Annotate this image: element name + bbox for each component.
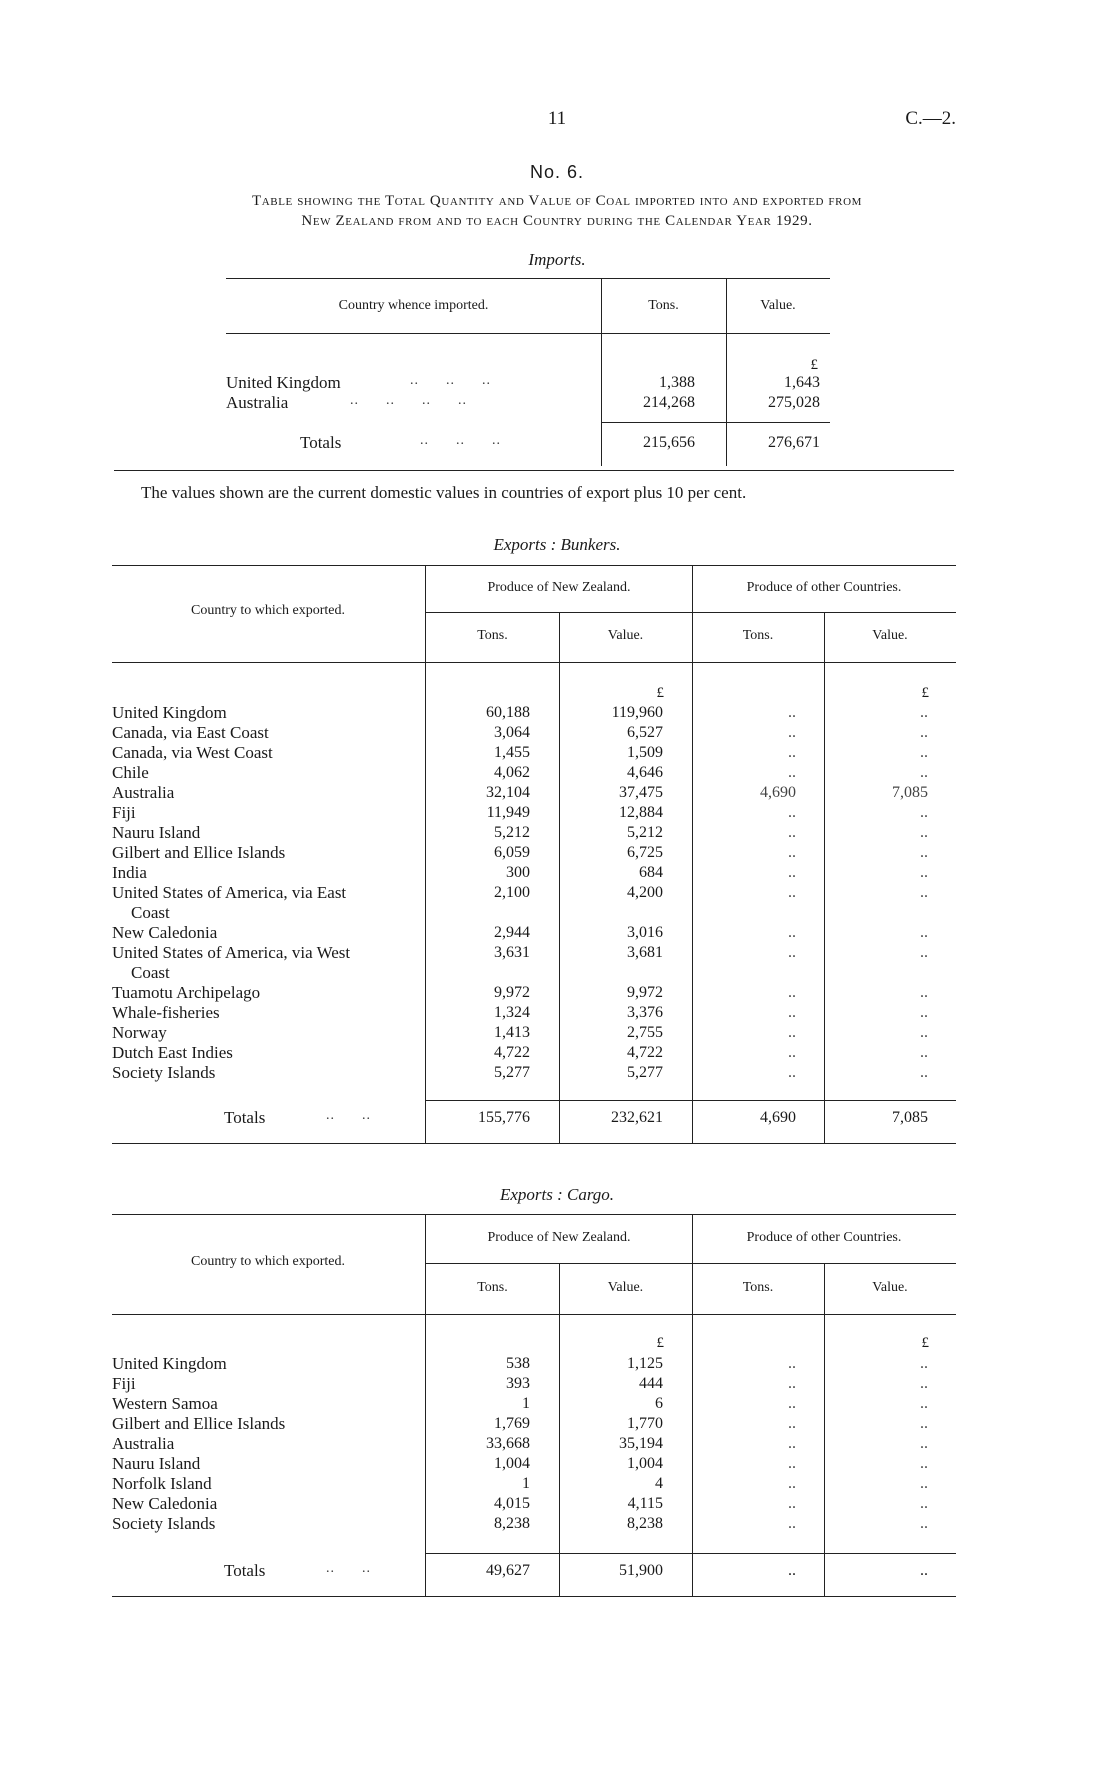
bunkers-row-other-tons: .. — [788, 744, 796, 761]
bunkers-currency-nz: £ — [656, 685, 664, 701]
bunkers-total-nz-tons: 155,776 — [478, 1109, 530, 1126]
cargo-col-nz-value: Value. — [607, 1280, 644, 1295]
cargo-row-nz-tons: 538 — [506, 1355, 530, 1372]
bunkers-row-country: Coast — [131, 903, 170, 922]
imports-currency: £ — [810, 357, 818, 373]
bunkers-row-nz-value: 4,722 — [627, 1044, 663, 1061]
imports-row-country: United Kingdom — [226, 373, 341, 392]
bunkers-row-nz-value: 4,200 — [627, 884, 663, 901]
cargo-row-country: United Kingdom — [112, 1354, 227, 1373]
bunkers-row-other-value: .. — [920, 944, 928, 961]
bunkers-row-other-value: .. — [920, 1044, 928, 1061]
cargo-totals-label: Totals — [224, 1561, 266, 1580]
bunkers-row-other-value: .. — [920, 864, 928, 881]
bunkers-row-nz-value: 6,527 — [627, 724, 663, 741]
cargo-group-other: Produce of other Countries. — [746, 1230, 902, 1245]
bunkers-row-other-value: .. — [920, 1004, 928, 1021]
bunkers-row-other-tons: .. — [788, 984, 796, 1001]
cargo-row-other-tons: .. — [788, 1515, 796, 1532]
bunkers-row-nz-tons: 9,972 — [494, 984, 530, 1001]
imports-total-tons: 215,656 — [643, 434, 695, 451]
bunkers-heading: Exports : Bunkers. — [493, 535, 621, 554]
cargo-row-nz-tons: 1 — [522, 1395, 530, 1412]
bunkers-total-other-tons: 4,690 — [760, 1109, 796, 1126]
cargo-total-nz-value: 51,900 — [619, 1562, 663, 1579]
cargo-total-other-tons: .. — [788, 1562, 796, 1579]
bunkers-row-other-value: .. — [920, 924, 928, 941]
cargo-row-nz-value: 35,194 — [619, 1435, 663, 1452]
cargo-row-country: Nauru Island — [112, 1454, 201, 1473]
cargo-row-nz-value: 1,004 — [627, 1455, 663, 1472]
bunkers-row-other-value: .. — [920, 704, 928, 721]
bunkers-row-other-value: .. — [920, 884, 928, 901]
imports-total-value: 276,671 — [768, 434, 820, 451]
bunkers-row-other-value: .. — [920, 1064, 928, 1081]
bunkers-row-other-tons: .. — [788, 764, 796, 781]
bunkers-row-other-tons: .. — [788, 924, 796, 941]
bunkers-row-country: United States of America, via East — [112, 883, 347, 902]
bunkers-row-country: Gilbert and Ellice Islands — [112, 843, 286, 862]
bunkers-row-country: United States of America, via West — [112, 943, 351, 962]
bunkers-row-country: Norway — [112, 1023, 167, 1042]
bunkers-row-nz-value: 6,725 — [627, 844, 663, 861]
bunkers-row-other-tons: .. — [788, 1064, 796, 1081]
cargo-currency-other: £ — [921, 1335, 929, 1351]
cargo-row-other-tons: .. — [788, 1375, 796, 1392]
cargo-row-nz-value: 444 — [639, 1375, 663, 1392]
cargo-row-nz-value: 1,770 — [627, 1415, 663, 1432]
cargo-row-other-tons: .. — [788, 1475, 796, 1492]
cargo-row-other-value: .. — [920, 1495, 928, 1512]
cargo-row-country: Australia — [112, 1434, 175, 1453]
bunkers-row-nz-value: 684 — [639, 864, 663, 881]
bunkers-row-nz-tons: 1,455 — [494, 744, 530, 761]
bunkers-row-nz-value: 3,681 — [627, 944, 663, 961]
bunkers-row-nz-value: 119,960 — [611, 704, 663, 721]
title-line-1: Table showing the Total Quantity and Value of Coal imported into and exported from — [251, 193, 863, 209]
bunkers-row-other-tons: .. — [788, 884, 796, 901]
bunkers-row-other-tons: .. — [788, 1044, 796, 1061]
bunkers-row-nz-tons: 3,631 — [494, 944, 530, 961]
cargo-row-other-value: .. — [920, 1395, 928, 1412]
cargo-total-other-value: .. — [920, 1562, 928, 1579]
cargo-row-country: Society Islands — [112, 1514, 216, 1533]
bunkers-row-nz-tons: 2,100 — [494, 884, 530, 901]
cargo-row-country: Gilbert and Ellice Islands — [112, 1414, 286, 1433]
bunkers-row-nz-value: 1,509 — [627, 744, 663, 761]
bunkers-row-other-tons: 4,690 — [760, 784, 796, 801]
bunkers-row-nz-tons: 4,062 — [494, 764, 530, 781]
title-line-2: New Zealand from and to each Country during the Calendar Year 1929. — [301, 213, 813, 229]
bunkers-row-other-value: .. — [920, 824, 928, 841]
bunkers-row-nz-tons: 6,059 — [494, 844, 530, 861]
imports-row-country: Australia — [226, 393, 289, 412]
bunkers-row-country: Fiji — [112, 803, 136, 822]
bunkers-row-nz-tons: 1,324 — [494, 1004, 530, 1021]
bunkers-col-other-tons: Tons. — [742, 628, 774, 643]
imports-row-tons: 214,268 — [643, 394, 695, 411]
cargo-group-nz: Produce of New Zealand. — [487, 1230, 631, 1245]
cargo-row-nz-tons: 33,668 — [486, 1435, 530, 1452]
cargo-col-country: Country to which exported. — [191, 1254, 345, 1269]
bunkers-currency-other: £ — [921, 685, 929, 701]
cargo-row-nz-value: 1,125 — [627, 1355, 663, 1372]
bunkers-totals-label: Totals — [224, 1108, 266, 1127]
bunkers-col-country: Country to which exported. — [191, 603, 345, 618]
cargo-row-country: Norfolk Island — [112, 1474, 212, 1493]
bunkers-row-nz-tons: 1,413 — [494, 1024, 530, 1041]
cargo-row-other-value: .. — [920, 1515, 928, 1532]
imports-heading: Imports. — [528, 250, 586, 269]
bunkers-row-country: Nauru Island — [112, 823, 201, 842]
bunkers-row-country: New Caledonia — [112, 923, 218, 942]
cargo-row-nz-tons: 1,004 — [494, 1455, 530, 1472]
bunkers-row-other-tons: .. — [788, 1024, 796, 1041]
bunkers-row-nz-value: 5,212 — [627, 824, 663, 841]
cargo-row-country: Western Samoa — [112, 1394, 218, 1413]
bunkers-row-nz-tons: 5,212 — [494, 824, 530, 841]
bunkers-row-nz-value: 2,755 — [627, 1024, 663, 1041]
cargo-row-country: New Caledonia — [112, 1494, 218, 1513]
bunkers-row-country: Coast — [131, 963, 170, 982]
cargo-row-country: Fiji — [112, 1374, 136, 1393]
bunkers-row-other-tons: .. — [788, 824, 796, 841]
bunkers-row-nz-value: 12,884 — [619, 804, 663, 821]
imports-row-value: 275,028 — [768, 394, 820, 411]
bunkers-row-country: Canada, via West Coast — [112, 743, 273, 762]
cargo-row-other-value: .. — [920, 1435, 928, 1452]
bunkers-row-other-tons: .. — [788, 804, 796, 821]
cargo-row-nz-value: 4 — [655, 1475, 663, 1492]
bunkers-row-nz-tons: 5,277 — [494, 1064, 530, 1081]
bunkers-row-other-tons: .. — [788, 864, 796, 881]
cargo-row-other-value: .. — [920, 1475, 928, 1492]
bunkers-col-nz-tons: Tons. — [477, 628, 508, 643]
cargo-row-other-tons: .. — [788, 1435, 796, 1452]
table-title — [0, 191, 1114, 231]
document-reference: C.—2. — [905, 108, 956, 129]
bunkers-group-nz: Produce of New Zealand. — [487, 580, 631, 595]
cargo-row-other-value: .. — [920, 1355, 928, 1372]
table-number: No. 6. — [529, 162, 585, 182]
bunkers-row-nz-tons: 4,722 — [494, 1044, 530, 1061]
imports-note: The values shown are the current domestic values in countries of export plus 10 per cent. — [141, 483, 747, 502]
bunkers-total-nz-value: 232,621 — [611, 1109, 663, 1126]
cargo-row-nz-tons: 393 — [506, 1375, 530, 1392]
bunkers-row-nz-value: 5,277 — [627, 1064, 663, 1081]
imports-row-tons: 1,388 — [659, 374, 695, 391]
cargo-row-other-tons: .. — [788, 1455, 796, 1472]
cargo-heading: Exports : Cargo. — [499, 1185, 615, 1204]
bunkers-row-country: Whale-fisheries — [112, 1003, 220, 1022]
bunkers-row-country: Society Islands — [112, 1063, 216, 1082]
bunkers-row-other-value: .. — [920, 844, 928, 861]
bunkers-row-other-value: .. — [920, 984, 928, 1001]
bunkers-col-other-value: Value. — [872, 628, 908, 643]
page-number: 11 — [547, 108, 567, 129]
bunkers-row-country: Tuamotu Archipelago — [112, 983, 261, 1002]
cargo-total-nz-tons: 49,627 — [486, 1562, 530, 1579]
cargo-col-nz-tons: Tons. — [477, 1280, 508, 1295]
imports-totals-label: Totals — [300, 433, 342, 452]
cargo-row-other-value: .. — [920, 1455, 928, 1472]
bunkers-row-nz-value: 3,376 — [627, 1004, 663, 1021]
bunkers-row-nz-tons: 32,104 — [486, 784, 530, 801]
bunkers-row-nz-value: 9,972 — [627, 984, 663, 1001]
cargo-row-nz-value: 8,238 — [627, 1515, 663, 1532]
bunkers-row-nz-tons: 3,064 — [494, 724, 530, 741]
bunkers-row-other-value: .. — [920, 724, 928, 741]
bunkers-row-nz-tons: 11,949 — [486, 804, 530, 821]
cargo-row-other-tons: .. — [788, 1355, 796, 1372]
bunkers-row-other-tons: .. — [788, 944, 796, 961]
cargo-row-other-tons: .. — [788, 1395, 796, 1412]
bunkers-row-other-tons: .. — [788, 704, 796, 721]
imports-col-country: Country whence imported. — [338, 298, 489, 313]
bunkers-row-country: United Kingdom — [112, 703, 227, 722]
bunkers-row-nz-value: 4,646 — [627, 764, 663, 781]
cargo-currency-nz: £ — [656, 1335, 664, 1351]
cargo-row-nz-tons: 8,238 — [494, 1515, 530, 1532]
bunkers-row-nz-tons: 2,944 — [494, 924, 530, 941]
cargo-row-other-tons: .. — [788, 1415, 796, 1432]
cargo-row-nz-value: 6 — [655, 1395, 663, 1412]
bunkers-row-other-tons: .. — [788, 844, 796, 861]
imports-col-tons: Tons. — [648, 298, 679, 313]
bunkers-row-other-value: .. — [920, 764, 928, 781]
bunkers-row-country: Dutch East Indies — [112, 1043, 233, 1062]
bunkers-group-other: Produce of other Countries. — [746, 580, 902, 595]
imports-row-value: 1,643 — [784, 374, 820, 391]
bunkers-row-other-value: .. — [920, 804, 928, 821]
imports-col-value: Value. — [760, 298, 796, 313]
cargo-row-nz-tons: 1 — [522, 1475, 530, 1492]
bunkers-row-nz-value: 37,475 — [619, 784, 663, 801]
cargo-row-nz-value: 4,115 — [627, 1495, 663, 1512]
cargo-row-other-tons: .. — [788, 1495, 796, 1512]
bunkers-row-other-value: 7,085 — [892, 784, 928, 801]
bunkers-row-other-value: .. — [920, 1024, 928, 1041]
cargo-row-other-value: .. — [920, 1415, 928, 1432]
bunkers-row-nz-tons: 60,188 — [486, 704, 530, 721]
cargo-col-other-value: Value. — [872, 1280, 908, 1295]
bunkers-row-other-tons: .. — [788, 724, 796, 741]
bunkers-row-country: India — [112, 863, 147, 882]
bunkers-row-country: Canada, via East Coast — [112, 723, 269, 742]
cargo-row-nz-tons: 1,769 — [494, 1415, 530, 1432]
cargo-row-nz-tons: 4,015 — [494, 1495, 530, 1512]
bunkers-row-country: Chile — [112, 763, 149, 782]
cargo-row-other-value: .. — [920, 1375, 928, 1392]
bunkers-total-other-value: 7,085 — [892, 1109, 928, 1126]
bunkers-row-country: Australia — [112, 783, 175, 802]
cargo-col-other-tons: Tons. — [742, 1280, 774, 1295]
bunkers-row-other-value: .. — [920, 744, 928, 761]
bunkers-row-nz-value: 3,016 — [627, 924, 663, 941]
bunkers-row-nz-tons: 300 — [506, 864, 530, 881]
bunkers-row-other-tons: .. — [788, 1004, 796, 1021]
bunkers-col-nz-value: Value. — [607, 628, 644, 643]
